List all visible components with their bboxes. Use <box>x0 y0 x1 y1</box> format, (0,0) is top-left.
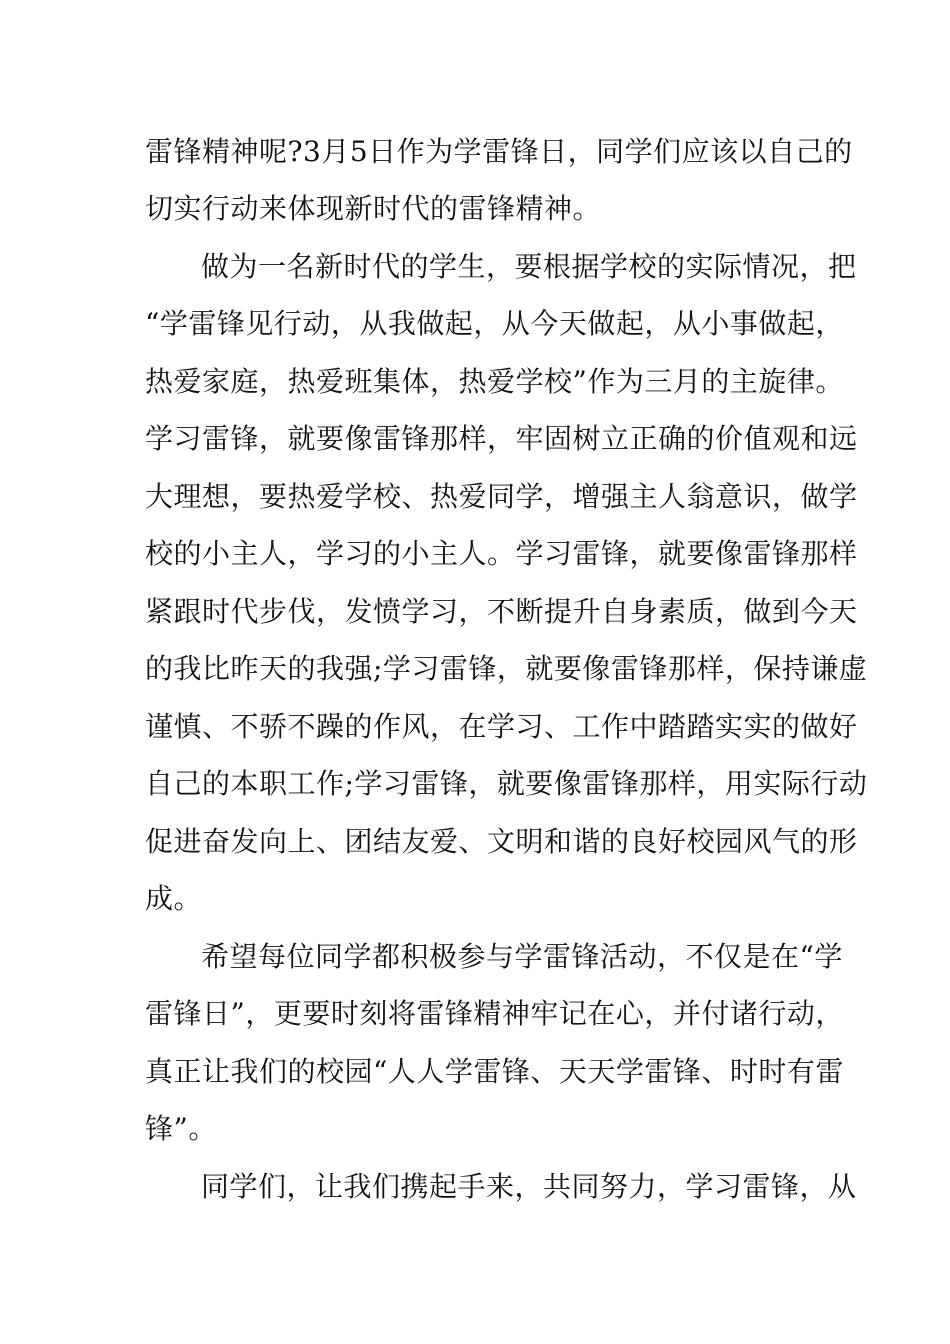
text-line: 雷锋精神呢?3月5日作为学雷锋日，同学们应该以自己的 <box>145 135 853 168</box>
text-line: 大理想，要热爱学校、热爱同学，增强主人翁意识，做学 <box>145 480 858 513</box>
text-line: 促进奋发向上、团结友爱、文明和谐的良好校园风气的形 <box>145 825 858 858</box>
paragraph-first-line: 希望每位同学都积极参与学雷锋活动，不仅是在“学 <box>201 940 843 973</box>
paragraph-first-line: 同学们，让我们携起手来，共同努力，学习雷锋，从 <box>201 1170 857 1203</box>
text-line: 自己的本职工作;学习雷锋，就要像雷锋那样，用实际行动 <box>145 767 868 800</box>
text-line: 真正让我们的校园“人人学雷锋、天天学雷锋、时时有雷 <box>145 1055 844 1088</box>
text-line: 雷锋日”，更要时刻将雷锋精神牢记在心，并付诸行动， <box>145 997 844 1030</box>
text-line: “学雷锋见行动，从我做起，从今天做起，从小事做起， <box>145 307 844 340</box>
text-line: 热爱家庭，热爱班集体，热爱学校”作为三月的主旋律。 <box>145 365 844 398</box>
text-line: 学习雷锋，就要像雷锋那样，牢固树立正确的价值观和远 <box>145 422 858 455</box>
paragraph-first-line: 做为一名新时代的学生，要根据学校的实际情况，把 <box>201 250 857 283</box>
text-line: 校的小主人，学习的小主人。学习雷锋，就要像雷锋那样 <box>145 537 858 570</box>
text-line: 谨慎、不骄不躁的作风，在学习、工作中踏踏实实的做好 <box>145 710 858 743</box>
text-line: 的我比昨天的我强;学习雷锋，就要像雷锋那样，保持谦虚 <box>145 652 868 685</box>
text-line: 切实行动来体现新时代的雷锋精神。 <box>145 192 602 225</box>
text-line: 锋”。 <box>145 1112 217 1145</box>
text-line: 成。 <box>145 882 203 915</box>
text-line: 紧跟时代步伐，发愤学习，不断提升自身素质，做到今天 <box>145 595 858 628</box>
